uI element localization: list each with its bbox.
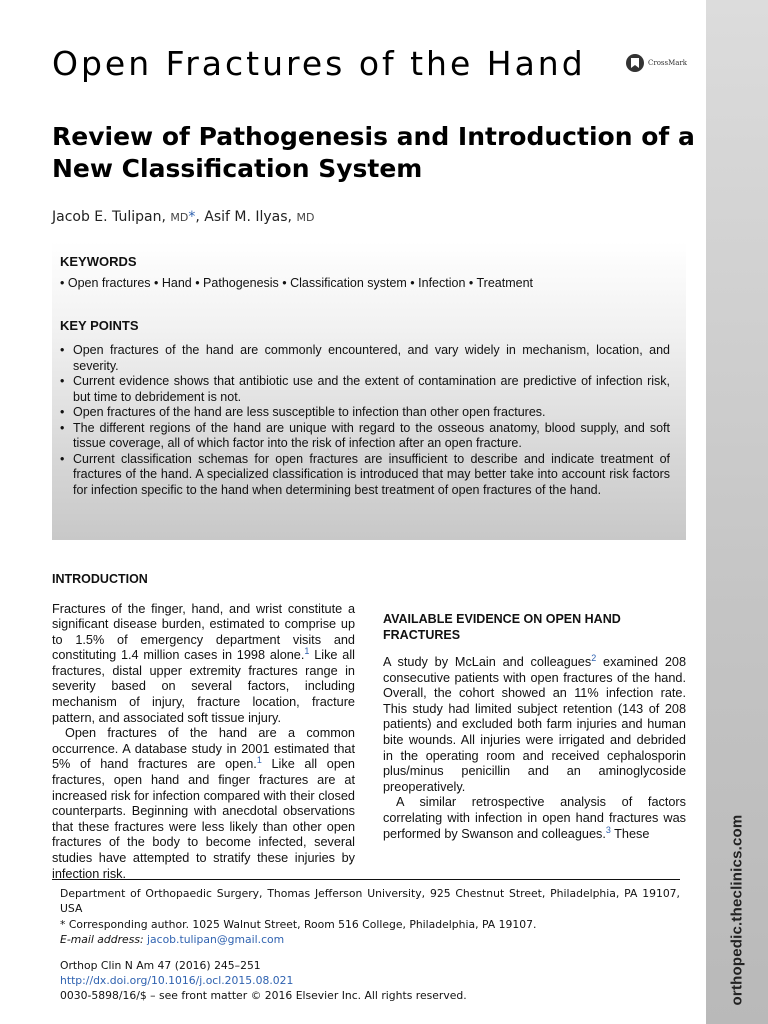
journal-citation: Orthop Clin N Am 47 (2016) 245–251 bbox=[60, 958, 261, 972]
footnotes bbox=[60, 886, 680, 1004]
key-point-item: • Open fractures of the hand are less susceptible to infection than other open fractures. bbox=[60, 405, 670, 421]
author-2-name: Asif M. Ilyas, bbox=[204, 209, 297, 225]
article-subtitle: Review of Pathogenesis and Introduction of a New Classification System bbox=[52, 122, 695, 183]
author-1-degree: MD bbox=[170, 211, 189, 224]
reference-link[interactable]: 1 bbox=[304, 646, 310, 657]
evidence-paragraph-1: A study by McLain and colleagues$^2$ examined 208 consecutive patients with open fractures of the hand. Overall, the cohort showed an 11% infection rate. This study had limited subject retention (143 of 208 patients) and excluded both farm injuries and human bite wounds. All injuries were irrigated and debrided in the operating room and received cephalosporin plus/minus penicillin and an aminoglycoside preoperatively. bbox=[383, 652, 687, 794]
corresponding-author-note: * Corresponding author. 1025 Walnut Street, Room 516 College, Philadelphia, PA 19107. bbox=[60, 917, 537, 931]
author-line bbox=[52, 209, 314, 225]
keywords-list: • Open fractures • Hand • Pathogenesis • Classification system • Infection • Treatment bbox=[60, 276, 533, 290]
key-point-item: • The different regions of the hand are unique with regard to the osseous anatomy, blood supply, and soft tissue coverage, all of which factor into the risk of infection after an open fracture. bbox=[60, 421, 670, 452]
crossmark-icon bbox=[626, 54, 644, 72]
footnote-divider bbox=[52, 879, 680, 880]
keywords-keypoints-box bbox=[52, 242, 686, 540]
doi-link[interactable]: http://dx.doi.org/10.1016/j.ocl.2015.08.021 bbox=[60, 974, 294, 988]
author-2-degree: MD bbox=[296, 211, 315, 224]
author-1-name: Jacob E. Tulipan, bbox=[52, 209, 171, 225]
body-column-right bbox=[383, 572, 686, 842]
reference-link[interactable]: 3 bbox=[605, 824, 611, 835]
evidence-heading: AVAILABLE EVIDENCE ON OPEN HAND FRACTURES bbox=[383, 612, 621, 642]
article-title: Open Fractures of the Hand bbox=[52, 44, 586, 83]
key-point-item: • Current classification schemas for open fractures are insufficient to describe and indicate treatment of fractures of the hand. A specialized classification is introduced that may better take into account risk factors for infection specific to the hand when determining best treatment of open fractures of the hand. bbox=[60, 452, 670, 499]
key-points-heading: KEY POINTS bbox=[60, 318, 139, 333]
key-point-item: • Current evidence shows that antibiotic use and the extent of contamination are predictive of infection risk, but time to debridement is not. bbox=[60, 374, 670, 405]
author-separator: , bbox=[195, 209, 205, 225]
corresponding-author-mark[interactable]: * bbox=[188, 209, 196, 225]
introduction-paragraph-2: Open fractures of the hand are a common occurrence. A database study in 2001 estimated that 5% of hand fractures are open.$^1$ Like all open fractures, open hand and finger fractures are at increased risk for infection compared with their closed counterparts. Beginning with anecdotal observations that these fractures were less likely than other open fractures of the body to become infected, several studies have attempted to stratify these injuries by infection risk. bbox=[52, 726, 355, 881]
key-point-item: • Open fractures of the hand are commonly encountered, and vary widely in mechanism, location, and severity. bbox=[60, 343, 670, 374]
body-column-left bbox=[52, 572, 355, 882]
key-points-list bbox=[60, 343, 670, 498]
evidence-paragraph-2: A similar retrospective analysis of factors correlating with infection in open hand fractures was performed by Swanson and colleagues.$^3$ These bbox=[383, 795, 686, 841]
introduction-heading: INTRODUCTION bbox=[52, 572, 148, 586]
crossmark-label: CrossMark bbox=[648, 59, 688, 67]
keywords-heading: KEYWORDS bbox=[60, 254, 137, 269]
journal-website[interactable]: orthopedic.theclinics.com bbox=[728, 814, 746, 1006]
reference-link[interactable]: 1 bbox=[256, 755, 262, 766]
email-label: E-mail address: bbox=[60, 933, 144, 947]
email-link[interactable]: jacob.tulipan@gmail.com bbox=[147, 933, 285, 947]
crossmark-badge[interactable] bbox=[626, 54, 687, 72]
copyright-note: 0030-5898/16/$ – see front matter © 2016 Elsevier Inc. All rights reserved. bbox=[60, 989, 467, 1003]
reference-link[interactable]: 2 bbox=[591, 652, 597, 663]
email-note bbox=[60, 932, 680, 947]
introduction-paragraph-1: Fractures of the finger, hand, and wrist constitute a significant disease burden, estimated to comprise up to 1.5% of emergency department visits and constituting 1.4 million cases in 1998 alone.$^1$ Like all fractures, distal upper extremity fractures range in severity based on several factors, including mechanism of injury, fracture location, fracture pattern, and associated soft tissue injury. bbox=[52, 601, 355, 725]
affiliation-note: Department of Orthopaedic Surgery, Thomas Jefferson University, 925 Chestnut Street, Philadelphia, PA 19107, USA bbox=[60, 887, 680, 916]
